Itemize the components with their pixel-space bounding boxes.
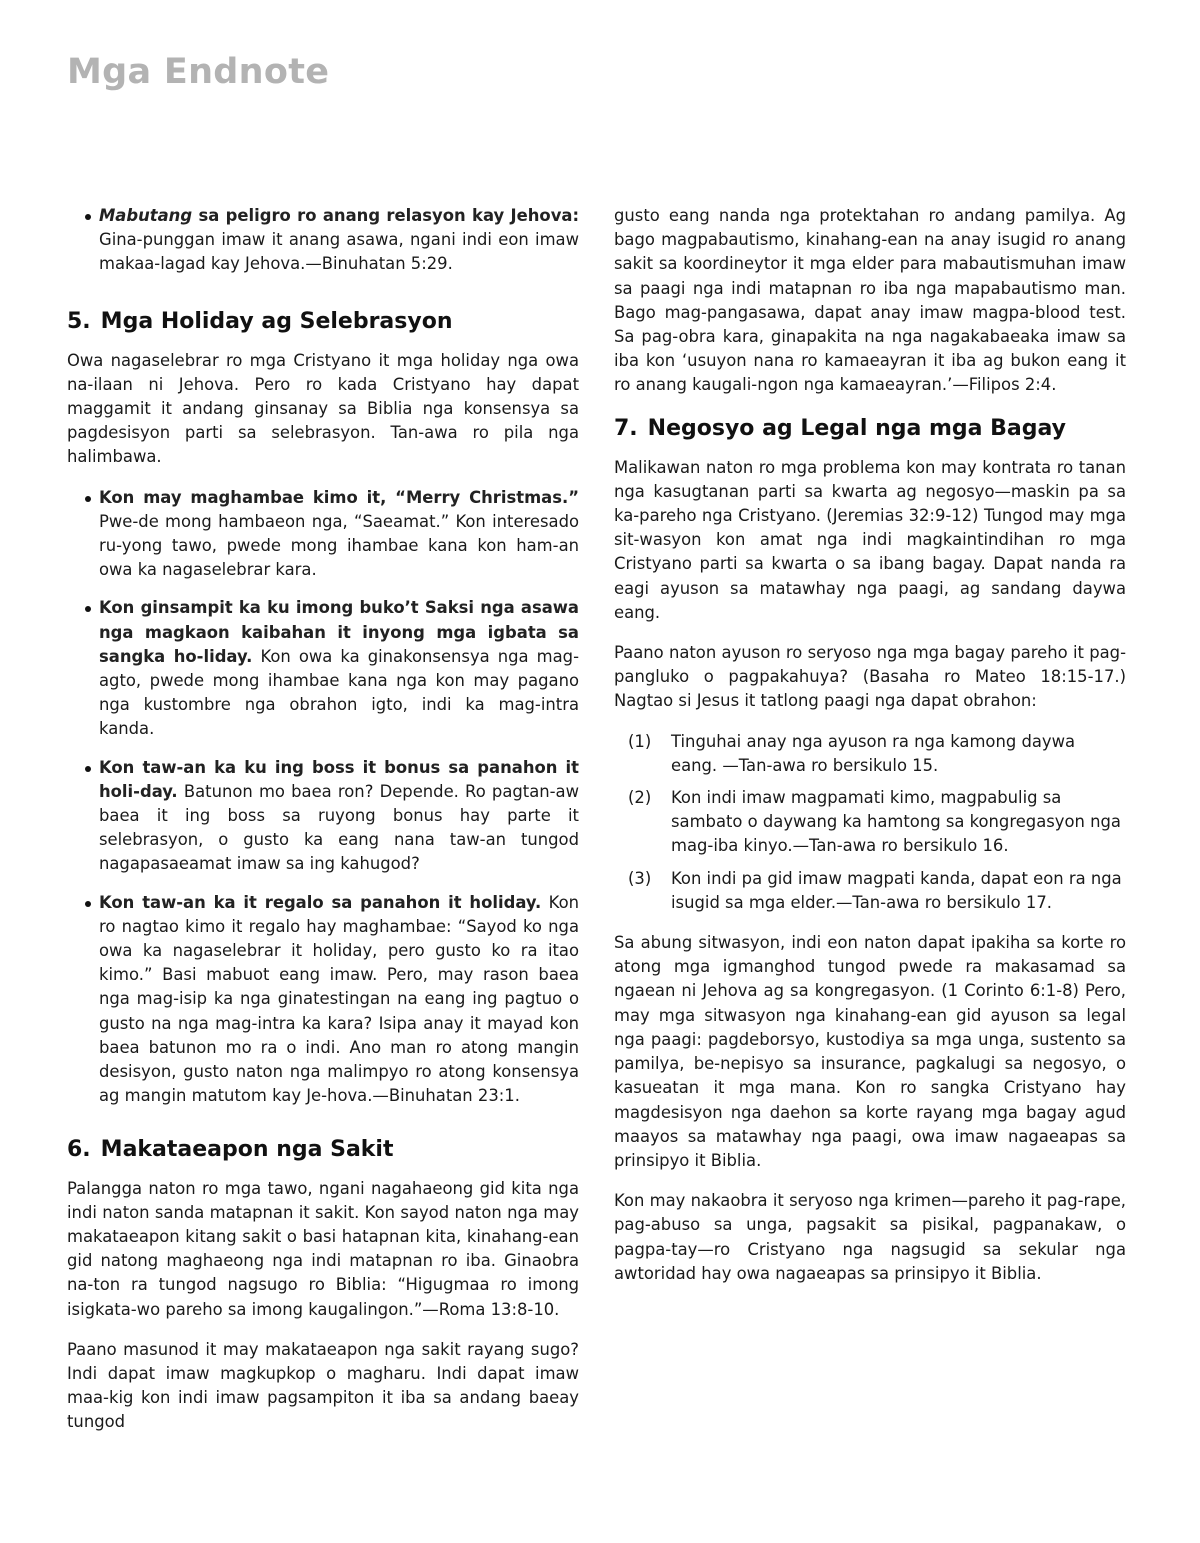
step-text: Kon indi pa gid imaw magpati kanda, dapat eon ra nga isugid sa mga elder.—Tan-awa ro bersikulo 17. xyxy=(671,868,1122,912)
step-item xyxy=(628,730,1126,778)
section-title: Makataeapon nga Sakit xyxy=(100,1136,394,1162)
section-title: Negosyo ag Legal nga mga Bagay xyxy=(647,415,1067,441)
step-text: Tinguhai anay nga ayuson ra nga kamong daywa eang. —Tan-awa ro bersikulo 15. xyxy=(671,731,1076,775)
bullet-lead: Kon taw-an ka it regalo sa panahon it holiday. xyxy=(99,892,542,912)
bullet-text: Kon ro nagtao kimo it regalo hay maghambae: “Sayod ko nga owa ka nagaselebrar it holiday, pero gusto ko ra itao kimo.” Basi mabuot eang imaw. Pero, may rason baea nga mag-isip ka nga ginatestingan na eang ing pagtuo o gusto na nga mag-intra ka kara? Isipa anay it mayad kon baea batunon mo ra o indi. Ano man ro atong mangin desisyon, gusto naton nga malimpyo ro atong konsensya ag mangin matutom kay Je-hova.—Binuhatan 23:1. xyxy=(99,892,579,1106)
step-marker: (3) xyxy=(628,868,652,888)
section-heading xyxy=(67,307,579,337)
continued-paragraph: gusto eang nanda nga protektahan ro andang pamilya. Ag bago magpabautismo, kinahang-ean na anay isugid ro anang sakit sa koordineytor it mga elder para mabautismuhan imaw sa paagi nga indi matapnan ro iba nga mapabautismo man. Bago mag-pangasawa, dapat anay imaw magpa-blood test. Sa pag-obra kara, ginapakita na nga nagakabaeaka imaw sa iba kon ‘usuyon nana ro kamaeayran it iba ag bukon eang it ro anang kaugali-ngon nga kamaeayran.’—Filipos 2:4. xyxy=(614,206,1126,395)
paragraph: Kon may nakaobra it seryoso nga krimen—pareho it pag-rape, pag-abuso sa unga, pagsakit sa pisikal, pagpanakaw, o pagpa-tay—ro Cristyano nga nagsugid sa sekular nga awtoridad hay owa nagaeapas sa prinsipyo it Biblia. xyxy=(614,1191,1126,1283)
paragraph: Malikawan naton ro mga problema kon may kontrata ro tanan nga kasugtanan parti sa kwarta ag negosyo—maskin pa sa ka-pareho nga Cristyano. (Jeremias 32:9-12) Tungod may mga sit-wasyon kon amat nga indi magkaintindihan ro mga Cristyano parti sa kwarta o sa ibang bagay. Dapat nanda ra eagi ayuson sa matawhay nga paagi, ag sandang daywa eang. xyxy=(614,457,1126,622)
bullet-item xyxy=(67,204,579,277)
bullet-text: Kon owa ka ginakonsensya nga mag-agto, pwede mong ihambae kana nga kon may pagano nga kustombre nga obrahon igto, indi ka mag-intra kanda. xyxy=(99,646,579,739)
numbered-steps-list xyxy=(614,730,1126,915)
section-6 xyxy=(67,1135,579,1435)
bullet-item xyxy=(67,756,579,877)
section-number: 5. xyxy=(67,308,91,334)
step-item xyxy=(628,867,1126,915)
bullet-text: Gina-punggan imaw it anang asawa, ngani indi eon imaw makaa-lagad kay Jehova.—Binuhatan 5:29. xyxy=(99,230,579,274)
section-7 xyxy=(614,414,1126,1286)
section-heading xyxy=(67,1135,579,1165)
page-title: Mga Endnote xyxy=(67,52,330,92)
section-title: Mga Holiday ag Selebrasyon xyxy=(100,308,453,334)
bullet-lead xyxy=(99,206,579,225)
bullet-text: Pwe-de mong hambaeon nga, “Saeamat.” Kon interesado ru-yong tawo, pwede mong ihambae kana kon ham-an owa ka nagaselebrar kara. xyxy=(99,511,579,580)
step-marker: (2) xyxy=(628,788,652,808)
step-item xyxy=(628,786,1126,859)
bullet-item xyxy=(67,891,579,1109)
paragraph: Palangga naton ro mga tawo, ngani nagahaeong gid kita nga indi naton sanda matapnan it sakit. Kon sayod naton nga may makataeapon kitang sakit o basi hatapnan kita, kinahang-ean gid natong maghaeong nga indi matapnan ro iba. Ginaobra na-ton ra tungod nagsugo ro Biblia: “Higugmaa ro imong isigkata-wo pareho sa imong kaugalingon.”—Roma 13:8-10. xyxy=(67,1178,579,1319)
paragraph: Paano masunod it may makataeapon nga sakit rayang sugo? Indi dapat imaw magkupkop o magharu. Indi dapat imaw maa-kig kon indi imaw pagsampiton it iba sa andang baeay tungod xyxy=(67,1339,579,1432)
top-bullet-list xyxy=(67,204,579,277)
step-marker: (1) xyxy=(628,731,652,751)
bullet-lead-italic: Mabutang xyxy=(99,206,193,225)
right-column xyxy=(614,204,1126,1302)
bullet-lead: Kon ginsampit ka ku imong buko’t Saksi nga asawa nga magkaon kaibahan it inyong mga igbata sa sangka ho-liday. xyxy=(99,598,579,666)
section-5 xyxy=(67,307,579,1109)
bullet-lead: Kon may maghambae kimo it, “Merry Christmas.” xyxy=(99,487,579,507)
section-intro: Owa nagaselebrar ro mga Cristyano it mga holiday nga owa na-ilaan ni Jehova. Pero ro kada Cristyano hay dapat maggamit it andang ginsanay sa Biblia nga konsensya sa pagdesisyon parti sa selebrasyon. Tan-awa ro pila nga halimbawa. xyxy=(67,350,579,467)
section-heading xyxy=(614,414,1126,444)
bullet-item xyxy=(67,486,579,583)
holiday-examples-list xyxy=(67,486,579,1109)
section-number: 7. xyxy=(614,415,638,441)
step-text: Kon indi imaw magpamati kimo, magpabulig sa sambato o daywang ka hamtong sa kongregasyon nga mag-iba kinyo.—Tan-awa ro bersikulo 16. xyxy=(671,788,1121,856)
left-column xyxy=(67,204,579,1451)
bullet-text: Batunon mo baea ron? Depende. Ro pagtan-aw baea it ing boss sa ruyong bonus hay parte it selebrasyon, o gusto ka eang nana taw-an tungod nagapasaeamat imaw sa ing kahugod? xyxy=(99,781,579,874)
paragraph: Sa abung sitwasyon, indi eon naton dapat ipakiha sa korte ro atong mga igmanghod tungod pwede ra makasamad sa ngaean ni Jehova ag sa kongregasyon. (1 Corinto 6:1-8) Pero, may mga sitwasyon nga kinahang-ean gid ayuson sa legal nga paagi: pagdeborsyo, kustodiya sa mga unga, sustento sa pamilya, be-nepisyo sa insurance, pagkalugi sa negosyo, o kasueatan it mga mana. Kon ro sangka Cristyano hay magdesisyon nga daehon sa korte rayang mga bagay agud maayos sa matawhay nga paagi, owa imaw nagaeapas sa prinsipyo it Biblia. xyxy=(614,933,1126,1170)
section-number: 6. xyxy=(67,1136,91,1162)
bullet-lead-rest: sa peligro ro anang relasyon kay Jehova: xyxy=(192,206,579,225)
bullet-lead: Kon taw-an ka ku ing boss it bonus sa panahon it holi-day. xyxy=(99,757,579,801)
paragraph: Paano naton ayuson ro seryoso nga mga bagay pareho it pag-pangluko o pagpakahuya? (Basaha ro Mateo 18:15-17.) Nagtao si Jesus it tatlong paagi nga dapat obrahon: xyxy=(614,643,1126,711)
bullet-item xyxy=(67,596,579,741)
